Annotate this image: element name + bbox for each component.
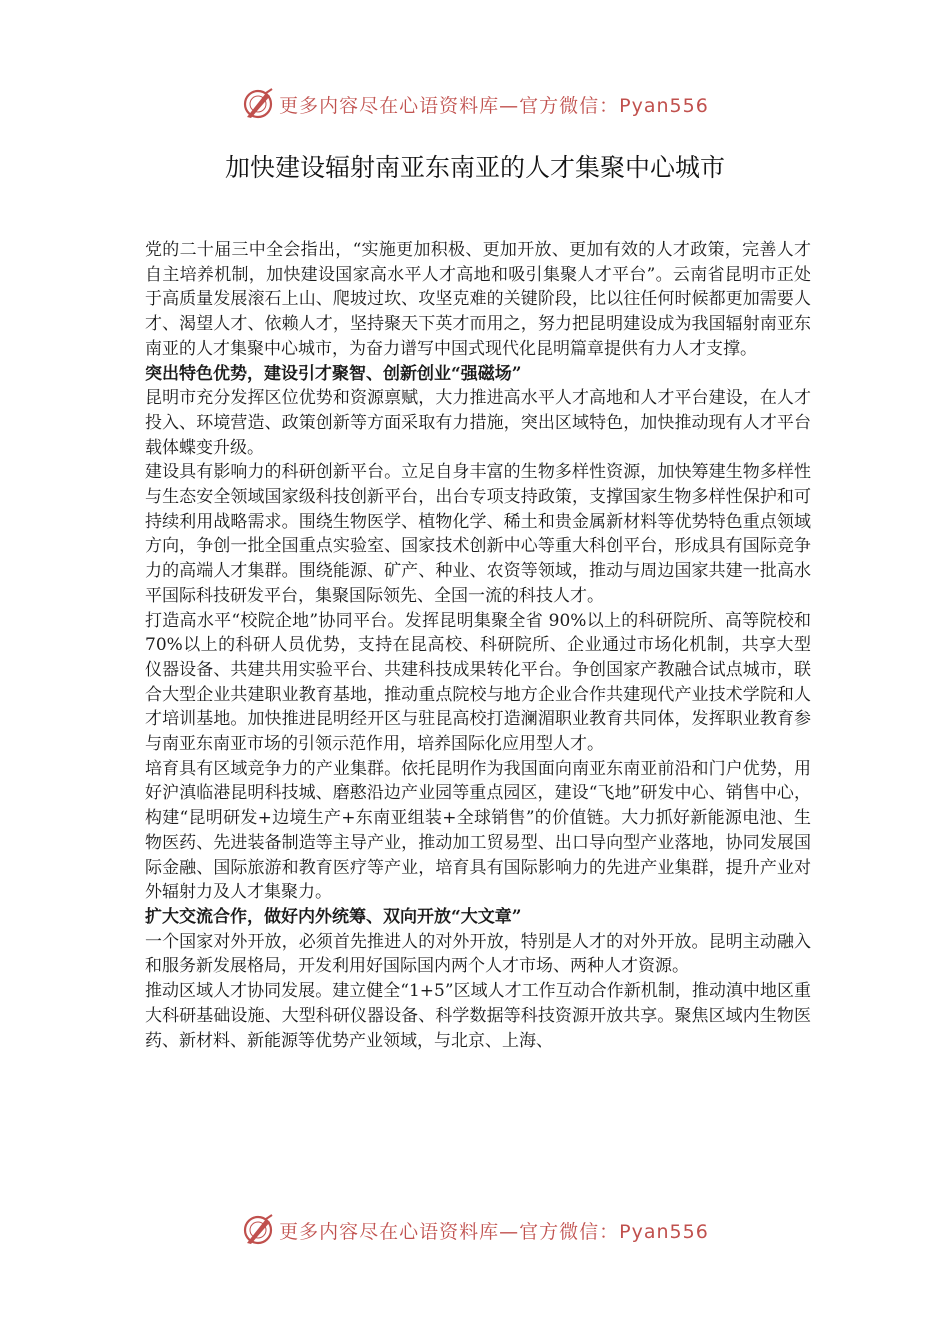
body-paragraph: 一个国家对外开放，必须首先推进人的对外开放，特别是人才的对外开放。昆明主动融入和服务新发展格局，开发利用好国际国内两个人才市场、两种人才资源。 (145, 931, 811, 977)
section-heading-2: 扩大交流合作，做好内外统筹、双向开放“大文章” (145, 906, 522, 927)
section-heading-1: 突出特色优势，建设引才聚智、创新创业“强磁场” (145, 363, 522, 384)
header-watermark-text: 更多内容尽在心语资料库—官方微信：Pyan556 (279, 94, 709, 117)
body-paragraph: 培育具有区域竞争力的产业集群。依托昆明作为我国面向南亚东南亚前沿和门户优势，用好沪滇临港昆明科技城、磨憨沿边产业园等重点园区，建设“飞地”研发中心、销售中心，构建“昆明研发+边境生产+东南亚组装+全球销售”的价值链。大力抓好新能源电池、生物医药、先进装备制造等主导产业，推动加工贸易型、出口导向型产业落地，协同发展国际金融、国际旅游和教育医疗等产业，培育具有国际影响力的先进产业集群，提升产业对外辐射力及人才集聚力。 (145, 758, 811, 903)
document-body (145, 238, 811, 1053)
footer-watermark-text: 更多内容尽在心语资料库—官方微信：Pyan556 (279, 1220, 709, 1243)
intro-paragraph: 党的二十届三中全会指出，“实施更加积极、更加开放、更加有效的人才政策，完善人才自主培养机制，加快建设国家高水平人才高地和吸引集聚人才平台”。云南省昆明市正处于高质量发展滚石上山、爬坡过坎、攻坚克难的关键阶段，比以往任何时候都更加需要人才、渴望人才、依赖人才，坚持聚天下英才而用之，努力把昆明建设成为我国辐射南亚东南亚的人才集聚中心城市，为奋力谱写中国式现代化昆明篇章提供有力人才支撑。 (145, 240, 811, 359)
body-paragraph: 打造高水平“校院企地”协同平台。发挥昆明集聚全省 90%以上的科研院所、高等院校和 70%以上的科研人员优势，支持在昆高校、科研院所、企业通过市场化机制，共享大型仪器设备、共建共用实验平台、共建科技成果转化平台。争创国家产教融合试点城市，联合大型企业共建职业教育基地，推动重点院校与地方企业合作共建现代产业技术学院和人才培训基地。加快推进昆明经开区与驻昆高校打造澜湄职业教育共同体，发挥职业教育参与南亚东南亚市场的引领示范作用，培养国际化应用型人才。 (145, 610, 811, 755)
quill-logo-icon (241, 1213, 275, 1247)
footer-watermark-banner (0, 1210, 950, 1250)
body-paragraph: 昆明市充分发挥区位优势和资源禀赋，大力推进高水平人才高地和人才平台建设，在人才投入、环境营造、政策创新等方面采取有力措施，突出区域特色，加快推动现有人才平台载体蝶变升级。 (145, 388, 811, 458)
body-paragraph: 推动区域人才协同发展。建立健全“1+5”区域人才工作互动合作新机制，推动滇中地区重大科研基础设施、大型科研仪器设备、科学数据等科技资源开放共享。聚焦区域内生物医药、新材料、新能源等优势产业领域，与北京、上海、 (145, 981, 811, 1051)
document-title: 加快建设辐射南亚东南亚的人才集聚中心城市 (224, 153, 725, 182)
body-paragraph: 建设具有影响力的科研创新平台。立足自身丰富的生物多样性资源，加快筹建生物多样性与生态安全领域国家级科技创新平台，出台专项支持政策，支撑国家生物多样性保护和可持续利用战略需求。围绕生物医学、植物化学、稀土和贵金属新材料等优势特色重点领域方向，争创一批全国重点实验室、国家技术创新中心等重大科创平台，形成具有国际竞争力的高端人才集群。围绕能源、矿产、种业、农资等领域，推动与周边国家共建一批高水平国际科技研发平台，集聚国际领先、全国一流的科技人才。 (145, 462, 811, 606)
header-watermark-banner (0, 84, 950, 124)
quill-logo-icon (241, 87, 275, 121)
